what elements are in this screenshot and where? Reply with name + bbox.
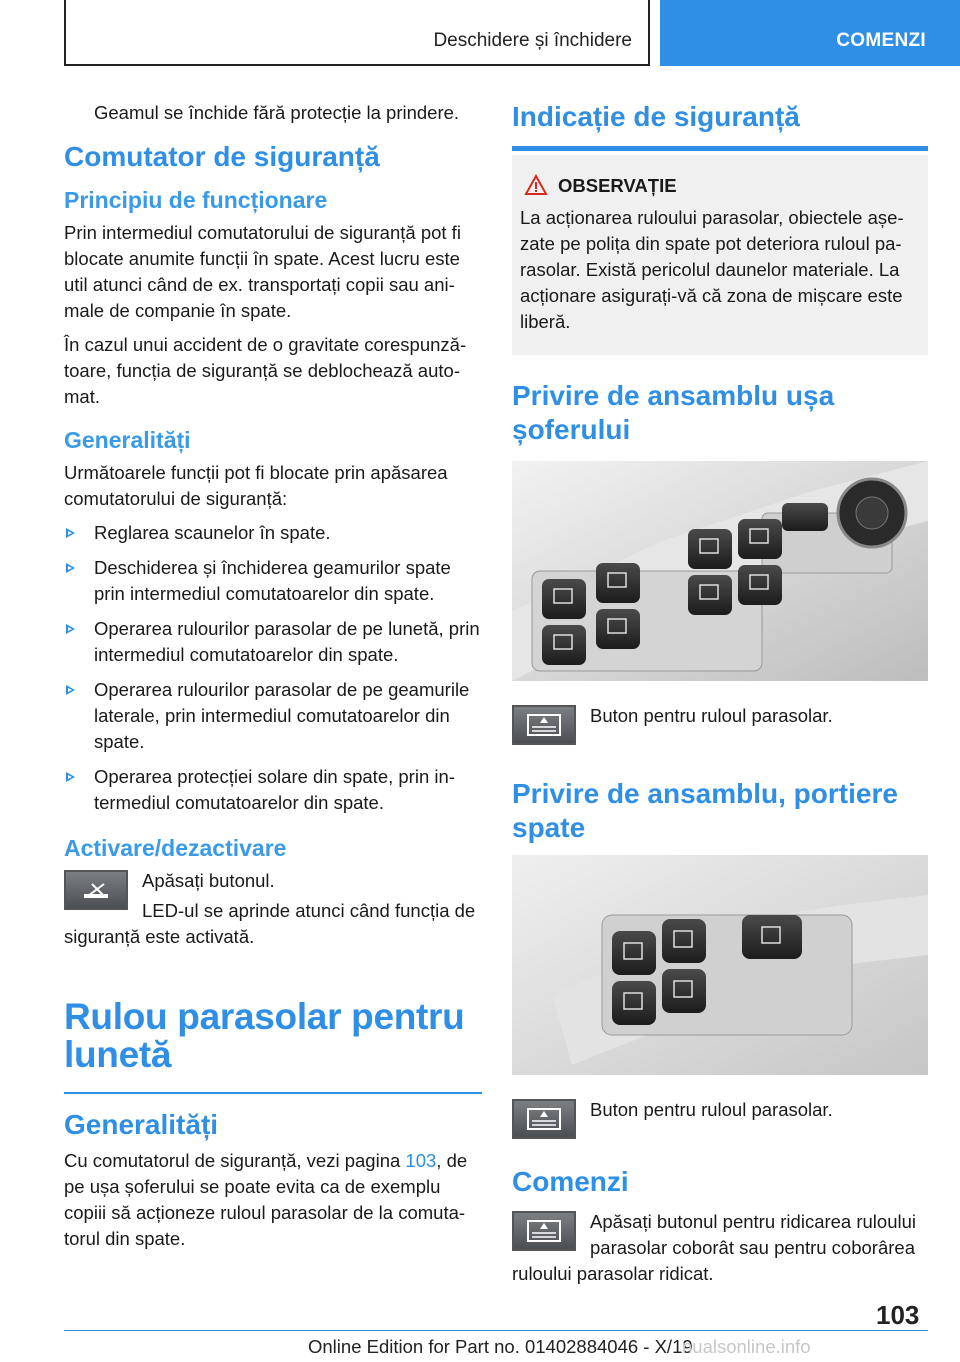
bullet-triangle-icon xyxy=(66,563,75,573)
right-column xyxy=(512,100,928,1295)
list-item: Deschiderea și închiderea geamurilor spate prin intermediul comutatoarelor din spate. xyxy=(64,555,482,607)
heading-activate: Activare/dezactivare xyxy=(64,835,287,861)
caption-block-1 xyxy=(512,703,928,749)
heading-rear-sunblind: Rulou parasolar pentru lunetă xyxy=(64,996,465,1075)
page-reference-link[interactable]: 103 xyxy=(405,1150,437,1171)
bullet-triangle-icon xyxy=(66,528,75,538)
driver-door-switch-photo xyxy=(512,461,928,681)
heading-driver-door: Privire de ansamblu ușa șoferului xyxy=(512,380,835,445)
header-chapter-label: COMENZI xyxy=(836,30,926,51)
safety-switch-button-icon xyxy=(64,870,128,910)
bullet-triangle-icon xyxy=(66,624,75,634)
heading-controls: Comenzi xyxy=(512,1166,629,1197)
header-section-title: Deschidere și închidere xyxy=(433,30,632,51)
principle-paragraph-1: Prin intermediul comutatorului de siguranță pot fi blocate anumite funcții în spate. Acest lucru este util atunci când de ex. transportați copii sau animale de companie în spate. xyxy=(64,222,461,321)
heading-general-2: Generalități xyxy=(64,1109,219,1140)
heading-rear-doors: Privire de ansamblu, portiere spate xyxy=(512,778,898,843)
list-item: Operarea rulourilor parasolar de pe geamurile laterale, prin intermediul comutatoarelor din spate. xyxy=(64,677,482,755)
press-button-text: Apăsați butonul. xyxy=(142,870,275,891)
list-item: Operarea rulourilor parasolar de pe lunetă, prin intermediul comutatoarelor din spate. xyxy=(64,616,482,668)
sunblind-button-icon xyxy=(512,1211,576,1251)
controls-block xyxy=(512,1209,928,1295)
footer-edition: Online Edition for Part no. 01402884046 - X/19 xyxy=(308,1336,693,1357)
heading-rule xyxy=(64,1092,482,1094)
list-item: Operarea protecției solare din spate, prin intermediul comutatoarelor din spate. xyxy=(64,764,482,816)
warning-triangle-icon xyxy=(524,174,548,196)
rear-door-switch-photo xyxy=(512,855,928,1075)
heading-principle: Principiu de funcționare xyxy=(64,187,328,213)
footer-rule xyxy=(64,1330,928,1331)
header-section-box xyxy=(64,0,650,66)
footer-watermark: nualsonline.info xyxy=(682,1336,811,1357)
general-2-paragraph: Cu comutatorul de siguranță, vezi pagina 103, de pe ușa șoferului se poate evita ca de exemplu copiii să acționeze ruloul parasolar de la comutatorul din spate. xyxy=(64,1150,468,1249)
heading-safety-note: Indicație de siguranță xyxy=(512,101,800,132)
left-column xyxy=(64,100,482,1260)
caption-block-2 xyxy=(512,1097,928,1143)
sunblind-button-icon xyxy=(512,705,576,745)
page-number: 103 xyxy=(876,1300,920,1330)
sunblind-button-icon xyxy=(512,1099,576,1139)
heading-safety-switch: Comutator de siguranță xyxy=(64,141,380,172)
led-text: LED-ul se aprinde atunci când funcția de siguranță este activată. xyxy=(64,900,476,947)
list-item: Reglarea scaunelor în spate. xyxy=(64,520,482,546)
warning-title: OBSERVAȚIE xyxy=(520,173,918,199)
bullet-triangle-icon xyxy=(66,685,75,695)
intro-text: Geamul se închide fără protecție la prindere. xyxy=(94,102,460,123)
bullet-triangle-icon xyxy=(66,772,75,782)
general-paragraph: Următoarele funcții pot fi blocate prin apăsarea comutatorului de siguranță: xyxy=(64,462,448,509)
warning-text: La acționarea ruloului parasolar, obiectele așezate pe polița din spate pot deteriora ruloul parasolar. Există pericolul daunelor materiale. La acționare asigurați-vă că zona de mișcare este liberă. xyxy=(520,207,904,332)
safety-note-rule xyxy=(512,146,928,151)
principle-paragraph-2: În cazul unui accident de o gravitate corespunzătoare, funcția de siguranță se deblochează automat. xyxy=(64,334,467,407)
heading-general: Generalități xyxy=(64,427,191,453)
blocked-functions-list xyxy=(64,520,482,816)
activate-block xyxy=(64,868,482,958)
warning-box xyxy=(512,155,928,355)
header-chapter-tab[interactable] xyxy=(660,0,960,66)
controls-text: Apăsați butonul pentru ridicarea ruloului parasolar coborât sau pentru coborârea ruloului parasolar ridicat. xyxy=(512,1211,917,1284)
caption-driver-door: Buton pentru ruloul parasolar. xyxy=(590,705,833,726)
caption-rear-doors: Buton pentru ruloul parasolar. xyxy=(590,1099,833,1120)
